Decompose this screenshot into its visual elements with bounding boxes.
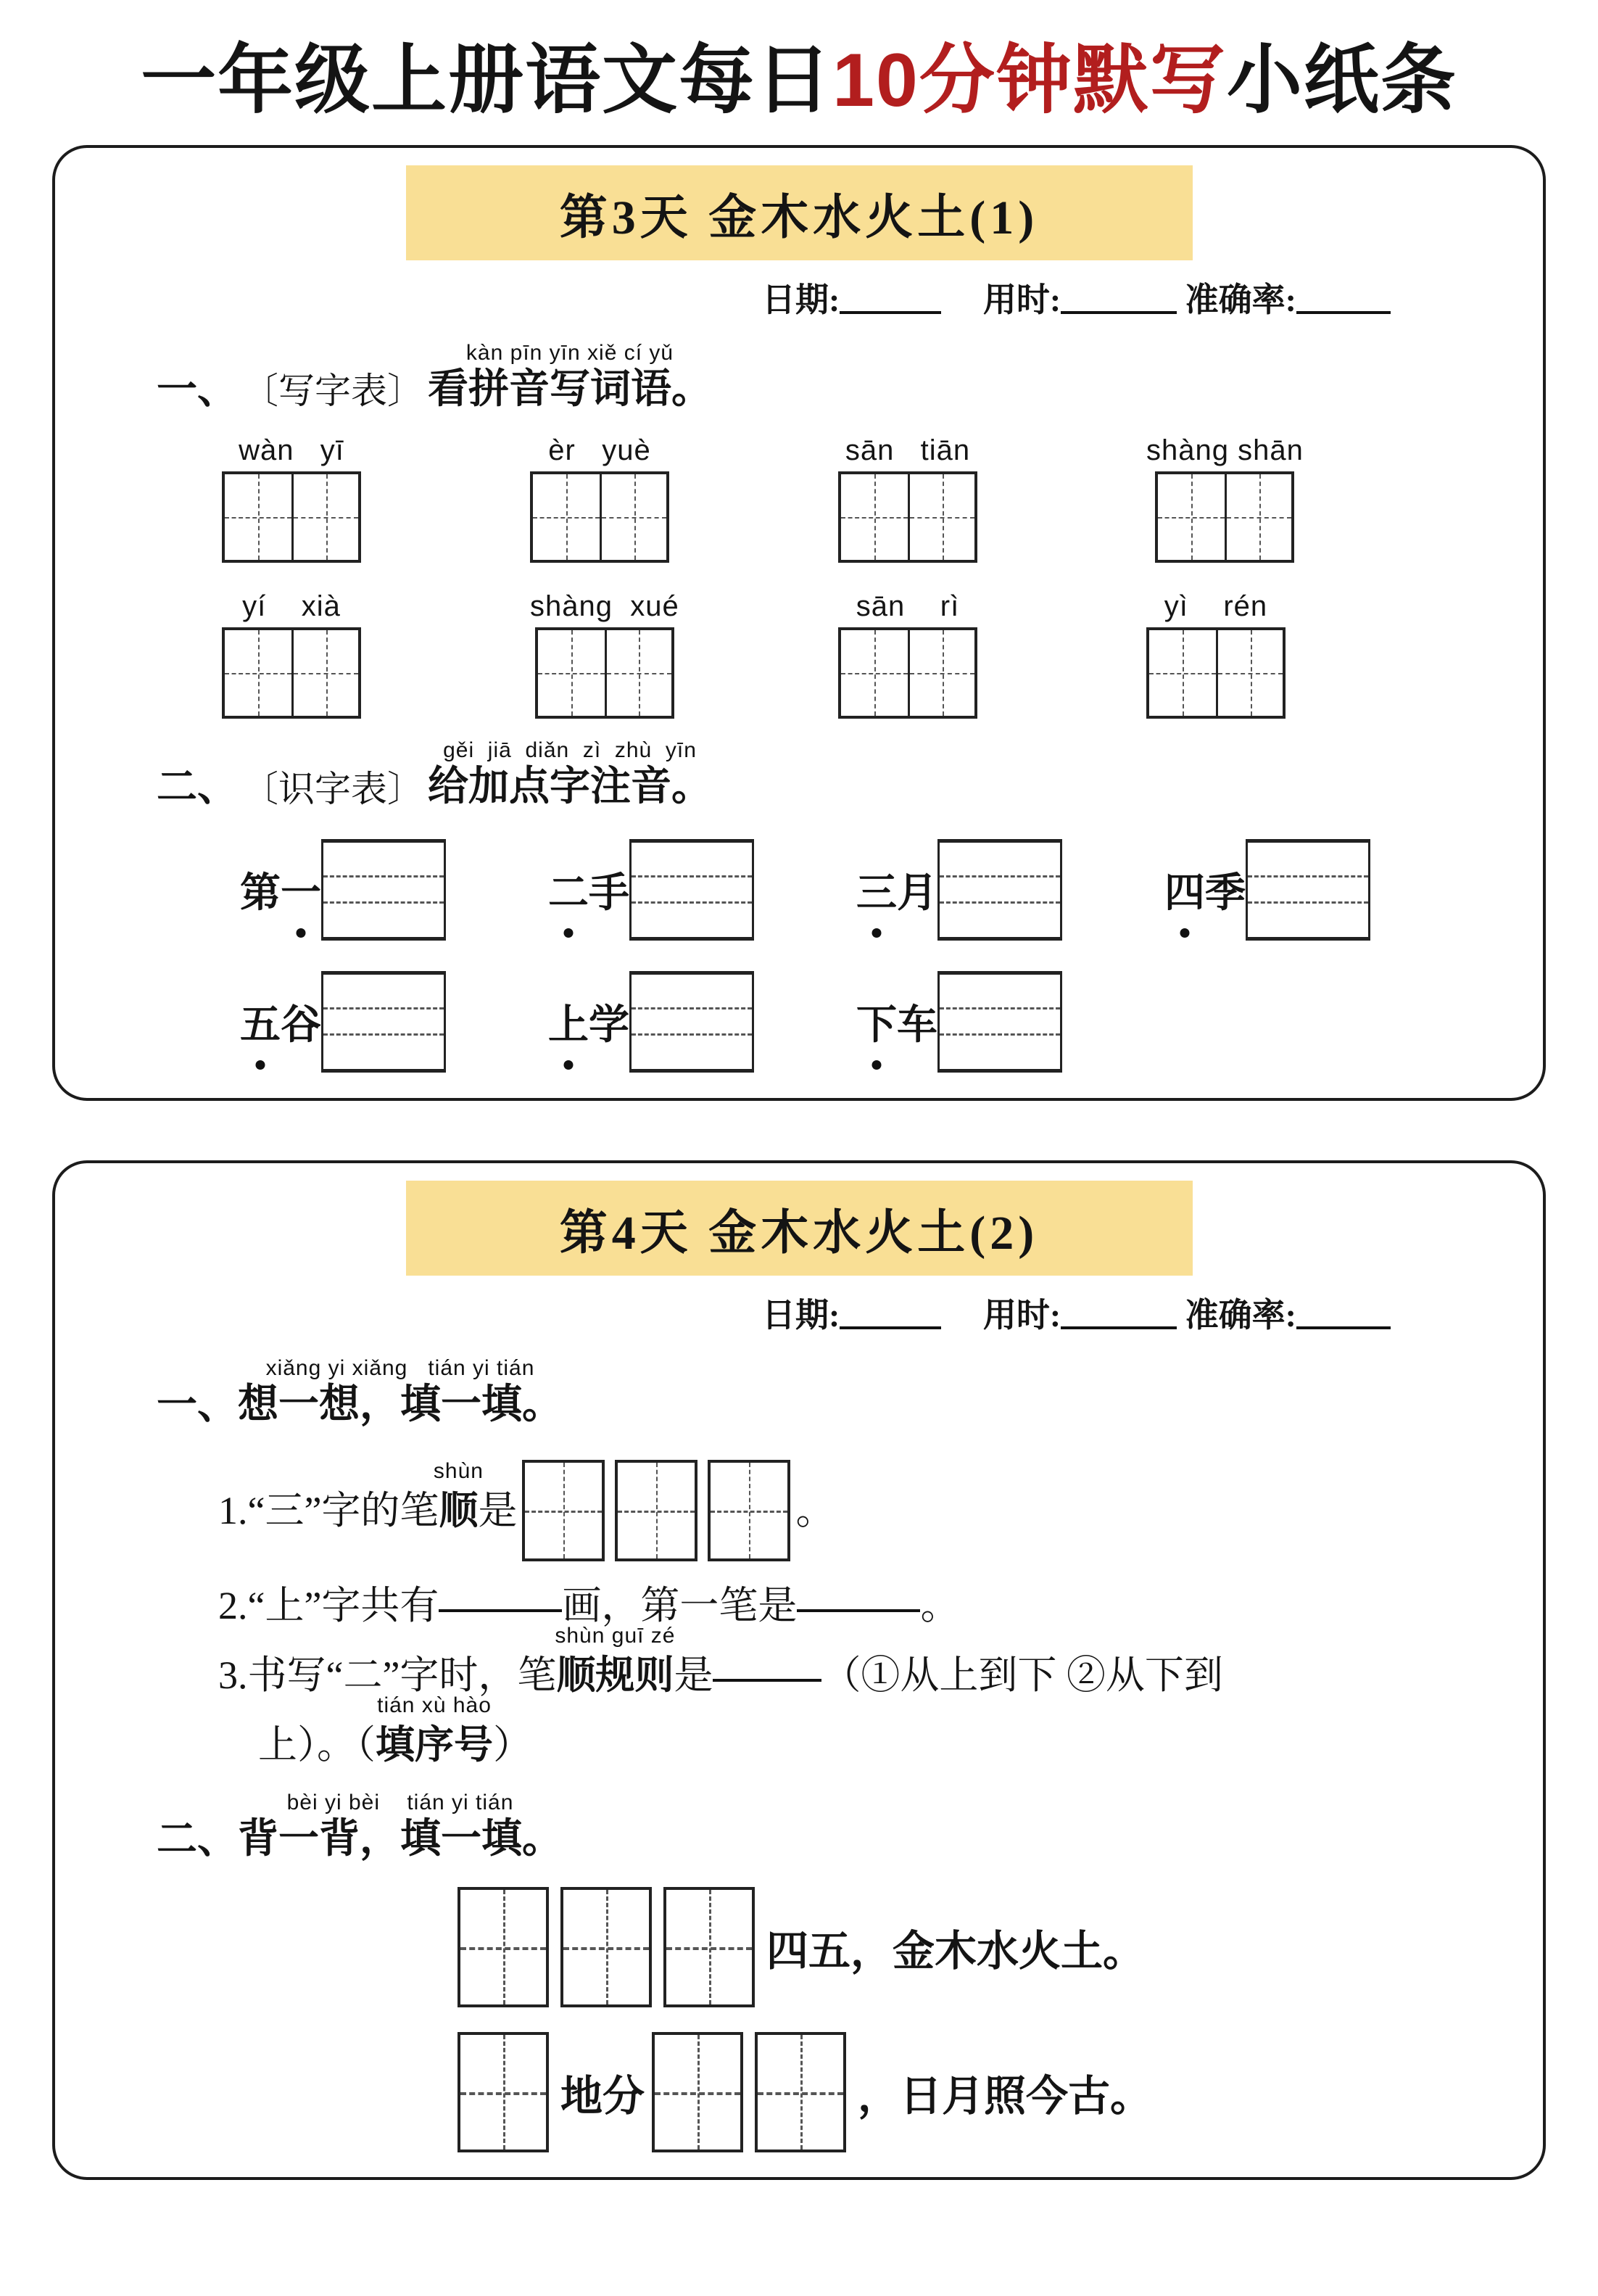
time-label: 用时: [982,281,1061,318]
writing-grid [1155,471,1294,563]
accuracy-label: 准确率: [1185,1296,1296,1334]
date-label: 日期: [762,1296,840,1334]
section-title: 给加点字注音。 [428,764,712,809]
question-text: 书写“二”字时，笔 [247,1653,557,1698]
day4-section2-heading [157,1791,1492,1862]
recite-text: 地分 [560,2072,645,2120]
annotation-row-2 [240,971,1492,1073]
pinyin-label: yì rén [1164,590,1268,622]
grid-cell [841,474,908,560]
pinyin-label: bèi yi bèi tián yi tián [286,1791,514,1815]
pinyin-label: xiǎng yi xiǎng tián yi tián [265,1356,535,1381]
pinyin-label: sān rì [856,590,960,622]
writing-box [560,1887,652,2007]
grid-cell [225,474,291,560]
pinyin-word-row-2 [222,590,1492,719]
grid-cell [538,630,605,716]
pinyin-label: wàn yī [239,434,344,466]
section-title-with-pinyin [238,1356,563,1428]
pinyin-word [222,590,530,719]
writing-grid [838,627,977,719]
worksheet-page [0,38,1598,2180]
pinyin-label: gěi jiā diǎn zì zhù yīn [443,738,697,763]
dotted-character: 五 [240,993,281,1051]
grid-cell [291,474,358,560]
pinyin-word [838,434,1146,563]
question-text: 是 [674,1653,713,1698]
day4-card [52,1160,1546,2180]
annotation-row-1 [240,839,1492,941]
grid-cell [605,630,671,716]
day4-section1-heading [157,1356,1492,1428]
question-text: 。 [795,1488,835,1532]
grid-cell [460,2035,546,2150]
recite-text: ，日月照今古。 [858,2072,1153,2120]
writing-grid [222,627,361,719]
section-title: 想一想，填一填。 [238,1382,563,1427]
question-choices: （①从上到下 ②从下到 [821,1653,1223,1698]
grid-cell [600,474,666,560]
question-3-continued [258,1693,1492,1770]
section-title-with-pinyin [238,1791,563,1862]
time-blank [1061,1322,1177,1329]
stroke-order-box [708,1460,790,1561]
pinyin-word [1146,434,1454,563]
pinyin-label: kàn pīn yīn xiě cí yǔ [465,341,674,366]
date-blank [840,1322,941,1329]
grid-cell [563,1890,649,2004]
pinyin-label: shùn [433,1458,484,1483]
grid-cell [618,1463,695,1558]
annotation-item [856,839,1164,941]
pinyin-answer-box [629,839,754,941]
pinyin-word [530,590,838,719]
section-title: 背一背，填一填。 [238,1816,563,1862]
page-title [0,38,1598,125]
annotation-item [548,839,856,941]
annotation-word: 二手 [548,861,629,919]
pinyin-answer-box [629,971,754,1073]
day4-banner-title: 第4天 金木水火土(2) [406,1181,1193,1276]
writing-box [458,2032,549,2152]
grid-cell [291,630,358,716]
grid-cell [460,1890,546,2004]
question-text: 是 [478,1488,518,1532]
day3-banner-title: 第3天 金木水火土(1) [406,165,1193,260]
pinyin-label: yí xià [242,590,341,622]
section-title-with-pinyin [428,341,712,413]
grid-cell [908,630,974,716]
annotation-item [548,971,856,1073]
pinyin-word [530,434,838,563]
annotation-item [240,971,548,1073]
dotted-character: 上 [548,993,589,1051]
pinyin-answer-box [937,839,1062,941]
day3-section1-heading [157,341,1492,413]
annotation-item [1164,839,1473,941]
ruby-word: tián xù hào 填序号 [376,1719,493,1770]
question-text: 画，第一笔是 [562,1583,798,1627]
pinyin-label: sān tiān [845,434,971,466]
ruby-word: shùn 顺 [439,1485,478,1536]
day4-date-line [106,1289,1492,1337]
grid-cell [711,1463,787,1558]
annotation-word: 下车 [856,993,937,1051]
writing-box [663,1887,755,2007]
grid-cell [533,474,600,560]
annotation-word: 三月 [856,861,937,919]
section-tag: 〔识字表〕 [242,768,423,809]
grid-cell [666,1890,752,2004]
pinyin-word [838,590,1146,719]
question-number: 2. [218,1583,248,1627]
stroke-order-box [615,1460,697,1561]
section-number: 二、 [157,1815,238,1862]
recite-fill-line-1 [458,1887,1492,2007]
ruby-word: shùn guī zé 顺规则 [556,1650,674,1701]
section-number: 一、 [157,366,238,412]
pinyin-label: shùn guī zé [555,1624,676,1648]
recite-text: 四五，金木水火土。 [766,1927,1146,1975]
section-title-with-pinyin [428,738,712,810]
grid-cell [1216,630,1283,716]
grid-cell [1225,474,1291,560]
question-text: 。 [920,1583,960,1627]
recite-fill-line-2 [458,2032,1492,2152]
writing-box [755,2032,846,2152]
annotation-word: 上学 [548,993,629,1051]
writing-grid [222,471,361,563]
question-text: ） [493,1723,532,1767]
grid-cell [1149,630,1216,716]
pinyin-answer-box [937,971,1062,1073]
annotation-item [240,839,548,941]
writing-box [458,1887,549,2007]
annotation-word: 四季 [1164,861,1246,919]
accuracy-blank [1296,1322,1391,1329]
writing-grid [838,471,977,563]
day3-date-line [106,273,1492,321]
pinyin-label: shàng xué [530,590,679,622]
time-label: 用时: [982,1296,1061,1334]
pinyin-label: tián xù hào [377,1693,492,1718]
pinyin-word-row-1 [222,434,1492,563]
title-black-right: 小纸条 [1226,38,1457,123]
date-label: 日期: [762,281,840,318]
pinyin-word [1146,590,1454,719]
fill-blank [797,1605,920,1612]
writing-grid [530,471,669,563]
grid-cell [225,630,291,716]
pinyin-answer-box [321,839,446,941]
grid-cell [758,2035,843,2150]
dotted-character: 下 [856,993,897,1051]
question-text: “三”字的笔 [247,1488,439,1532]
fill-blank [713,1674,821,1682]
grid-cell [841,630,908,716]
writing-grid [1146,627,1286,719]
question-number: 1. [218,1488,248,1532]
question-text: 上）。（ [258,1723,376,1767]
question-number: 3. [218,1653,248,1698]
stroke-order-box [522,1460,605,1561]
pinyin-label: shàng shān [1146,434,1304,466]
annotation-word: 五谷 [240,993,321,1051]
pinyin-label: èr yuè [548,434,651,466]
fill-blank [439,1605,562,1612]
dotted-character: 四 [1164,861,1205,919]
annotation-word: 第一 [240,861,321,919]
section-number: 一、 [157,1381,238,1427]
writing-box [652,2032,743,2152]
accuracy-blank [1296,307,1391,314]
annotation-item [856,971,1164,1073]
dotted-character: 三 [856,861,897,919]
grid-cell [1158,474,1225,560]
section-title: 看拼音写词语。 [428,366,712,412]
section-number: 二、 [157,763,238,809]
time-blank [1061,307,1177,314]
day3-section2-heading [157,738,1492,810]
pinyin-word [222,434,530,563]
grid-cell [655,2035,740,2150]
dotted-character: 二 [548,861,589,919]
accuracy-label: 准确率: [1185,281,1296,318]
question-2 [218,1580,1492,1631]
pinyin-answer-box [1246,839,1370,941]
title-red-highlight: 10分钟默写 [832,38,1227,123]
grid-cell [908,474,974,560]
writing-grid [535,627,674,719]
day3-card [52,145,1546,1101]
question-1 [218,1460,1492,1561]
date-blank [840,307,941,314]
title-black-left: 一年级上册语文每日 [141,38,833,123]
section-tag: 〔写字表〕 [242,371,423,412]
question-text: “上”字共有 [247,1583,439,1627]
dotted-character: 一 [281,861,321,919]
pinyin-answer-box [321,971,446,1073]
grid-cell [525,1463,602,1558]
